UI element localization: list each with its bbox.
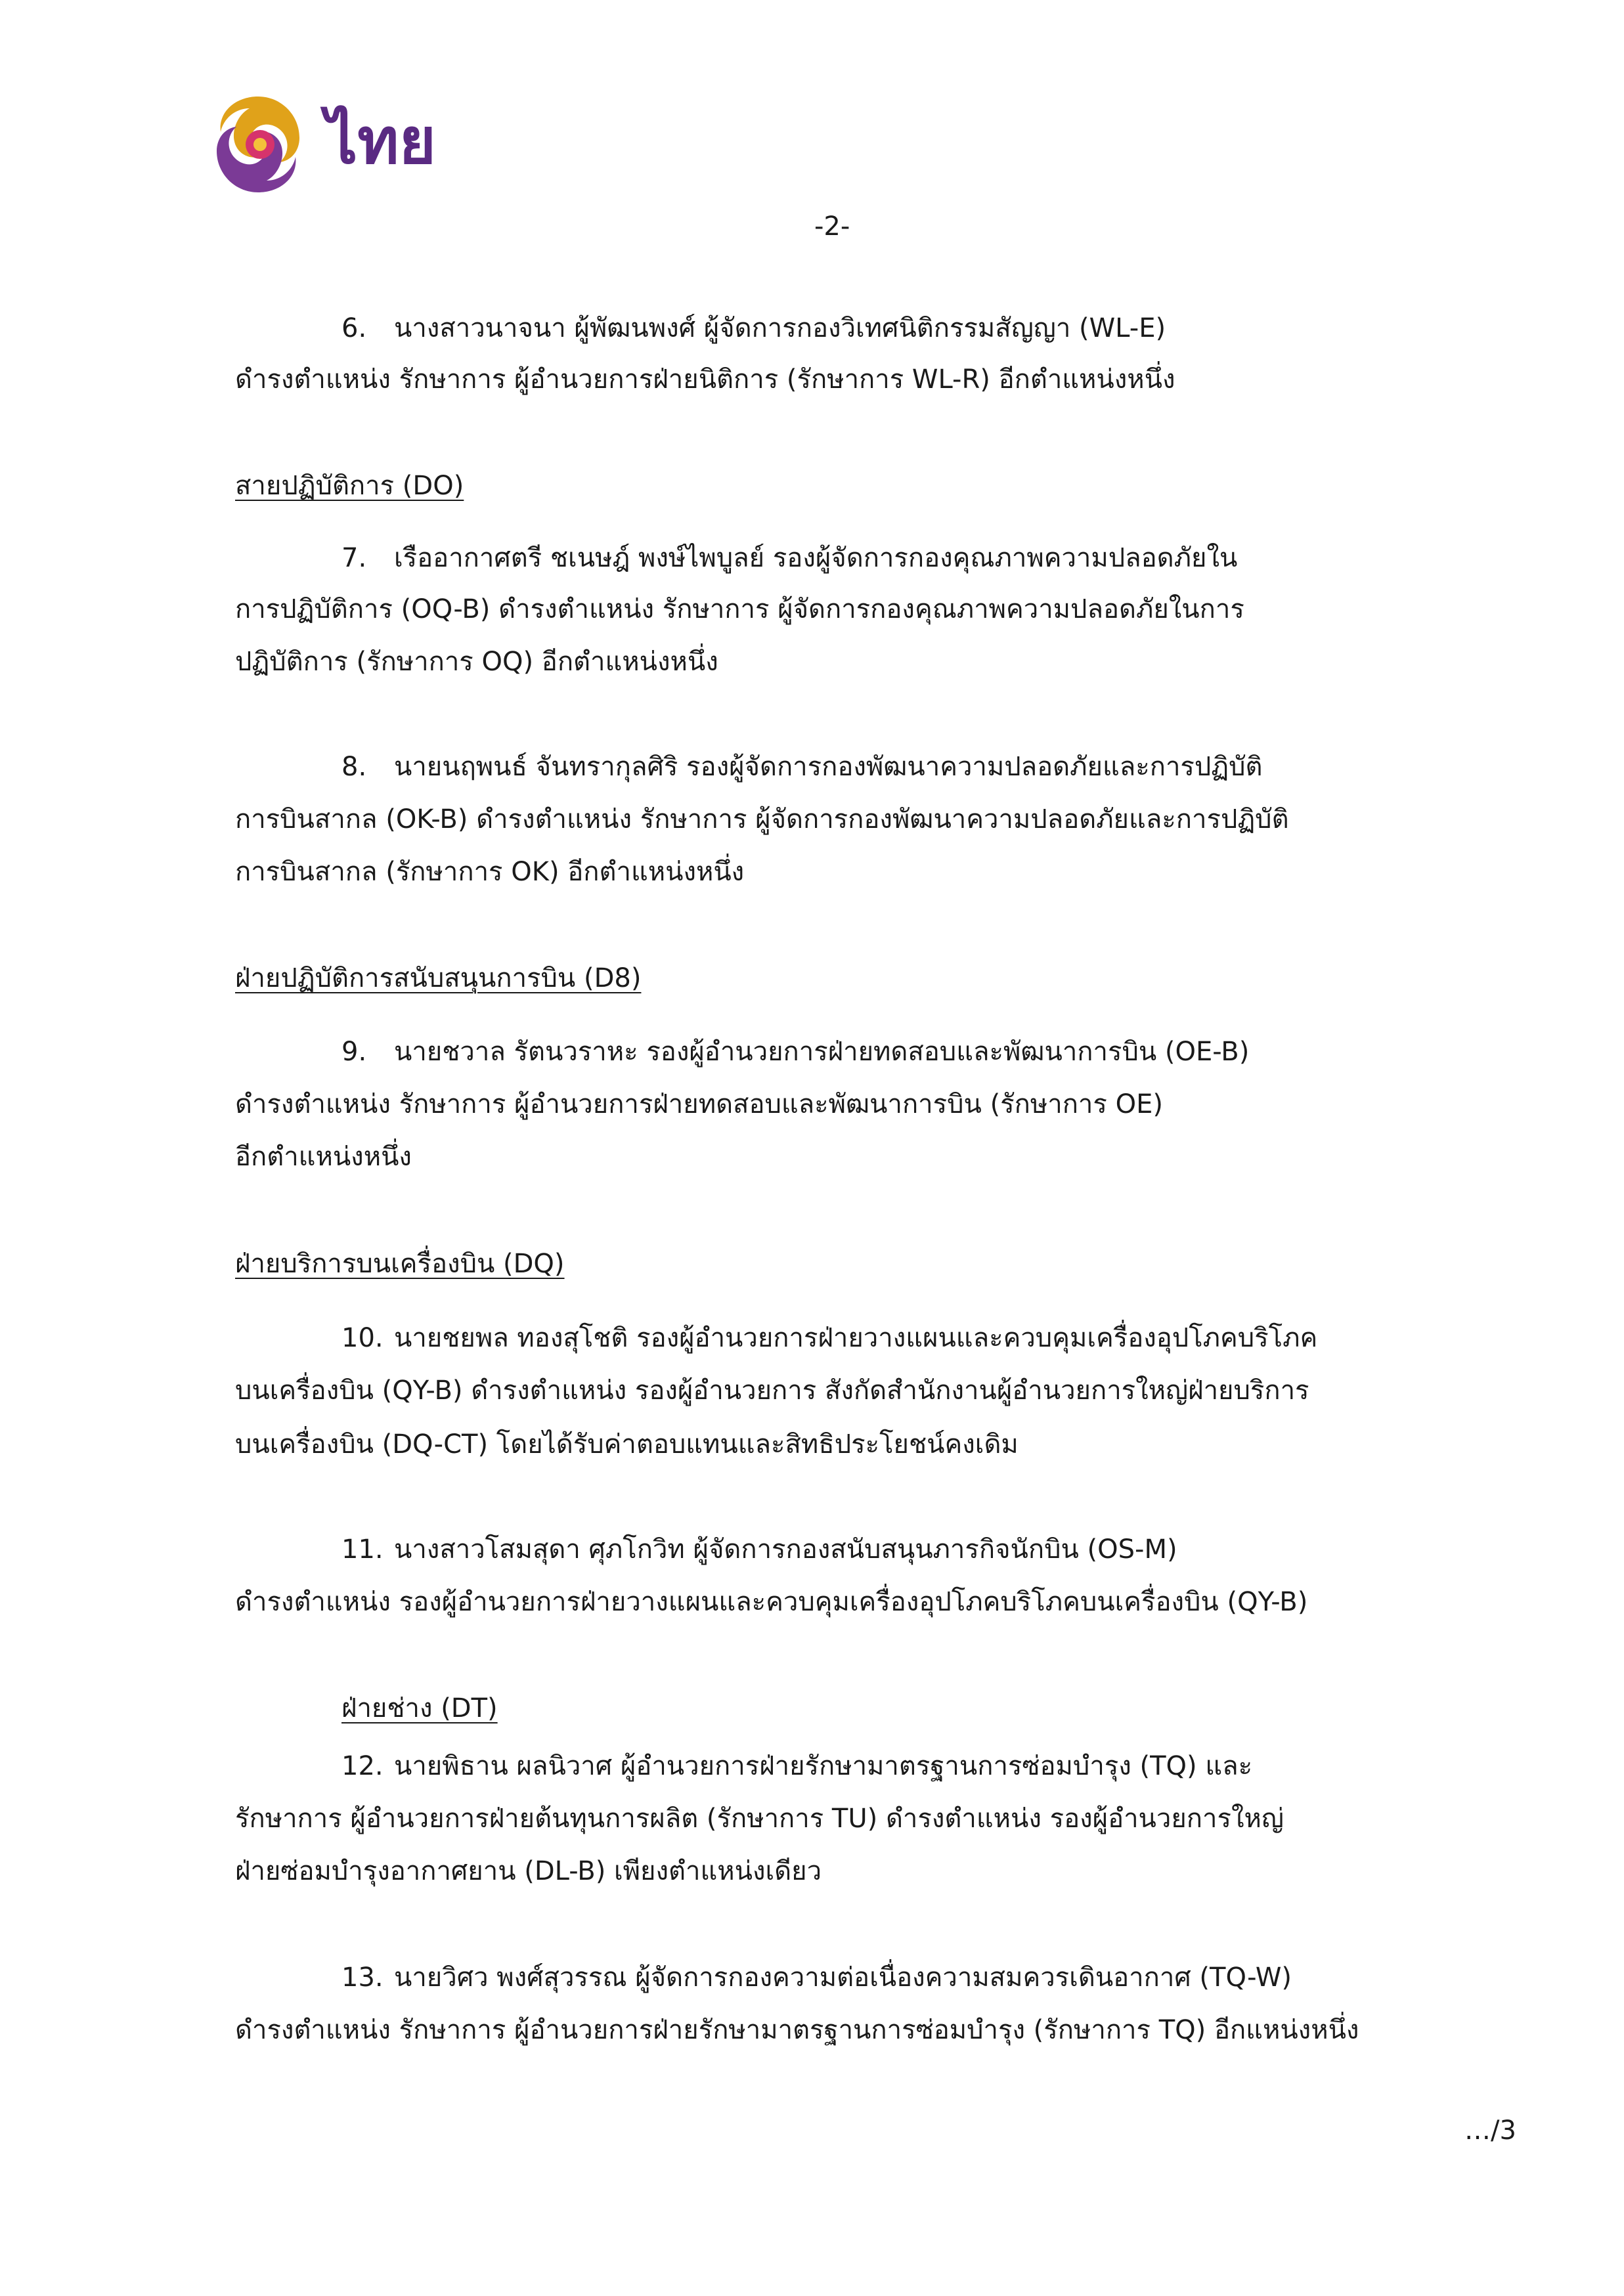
item-12-line-3: ฝ่ายซ่อมบำรุงอากาศยาน (DL-B) เพียงตำแหน่งเดียว xyxy=(235,1856,822,1886)
item-7-line-1 xyxy=(341,538,1237,578)
item-text: นายพิธาน ผลนิวาศ ผู้อำนวยการฝ่ายรักษามาตรฐานการซ่อมบำรุง (TQ) และ xyxy=(394,1751,1253,1781)
logo-text: ไทย xyxy=(326,104,436,178)
item-text: เรืออากาศตรี ชเนษฎ์ พงษ์ไพบูลย์ รองผู้จัดการกองคุณภาพความปลอดภัยใน xyxy=(394,543,1238,573)
continued-page-marker: …/3 xyxy=(1464,2115,1516,2146)
item-7-line-2: การปฏิบัติการ (OQ-B) ดำรงตำแหน่ง รักษาการ ผู้จัดการกองคุณภาพความปลอดภัยในการ xyxy=(235,594,1244,624)
item-number: 12. xyxy=(341,1751,384,1781)
item-8-line-1 xyxy=(341,747,1263,787)
item-number: 7. xyxy=(341,543,367,573)
item-8-line-2: การบินสากล (OK-B) ดำรงตำแหน่ง รักษาการ ผู้จัดการกองพัฒนาความปลอดภัยและการปฏิบัติ xyxy=(235,804,1289,834)
item-text: นายนฤพนธ์ จันทรากุลศิริ รองผู้จัดการกองพัฒนาความปลอดภัยและการปฏิบัติ xyxy=(394,752,1263,782)
item-text: นางสาวนาจนา ผู้พัฒนพงศ์ ผู้จัดการกองวิเทศนิติกรรมสัญญา (WL-E) xyxy=(394,313,1166,343)
item-6-line-2: ดำรงตำแหน่ง รักษาการ ผู้อำนวยการฝ่ายนิติการ (รักษาการ WL-R) อีกตำแหน่งหนึ่ง xyxy=(235,364,1175,395)
section-heading-dt: ฝ่ายช่าง (DT) xyxy=(341,1693,498,1723)
item-12-line-2: รักษาการ ผู้อำนวยการฝ่ายต้นทุนการผลิต (รักษาการ TU) ดำรงตำแหน่ง รองผู้อำนวยการใหญ่ xyxy=(235,1804,1284,1834)
item-13-line-1 xyxy=(341,1958,1292,1997)
item-number: 8. xyxy=(341,752,367,782)
item-number: 6. xyxy=(341,313,367,343)
item-9-line-2: ดำรงตำแหน่ง รักษาการ ผู้อำนวยการฝ่ายทดสอบและพัฒนาการบิน (รักษาการ OE) xyxy=(235,1089,1163,1119)
item-12-line-1 xyxy=(341,1746,1252,1786)
item-text: นายชยพล ทองสุโชติ รองผู้อำนวยการฝ่ายวางแผนและควบคุมเครื่องอุปโภคบริโภค xyxy=(394,1323,1318,1353)
item-7-line-3: ปฏิบัติการ (รักษาการ OQ) อีกตำแหน่งหนึ่ง xyxy=(235,647,718,677)
item-6-line-1 xyxy=(341,309,1166,348)
item-10-line-1 xyxy=(341,1318,1317,1358)
item-9-line-1 xyxy=(341,1032,1249,1072)
item-10-line-2: บนเครื่องบิน (QY-B) ดำรงตำแหน่ง รองผู้อำนวยการ สังกัดสำนักงานผู้อำนวยการใหญ่ฝ่ายบริการ xyxy=(235,1375,1309,1406)
item-10-line-3: บนเครื่องบิน (DQ-CT) โดยได้รับค่าตอบแทนและสิทธิประโยชน์คงเดิม xyxy=(235,1429,1019,1460)
item-13-line-2: ดำรงตำแหน่ง รักษาการ ผู้อำนวยการฝ่ายรักษามาตรฐานการซ่อมบำรุง (รักษาการ TQ) อีกแหน่งหนึ่ง xyxy=(235,2015,1359,2045)
item-text: นางสาวโสมสุดา ศุภโกวิท ผู้จัดการกองสนับสนุนภารกิจนักบิน (OS-M) xyxy=(394,1534,1177,1565)
section-heading-do: สายปฏิบัติการ (DO) xyxy=(235,471,464,501)
orchid-logo-icon xyxy=(209,89,307,200)
item-text: นายชวาล รัตนวราหะ รองผู้อำนวยการฝ่ายทดสอบและพัฒนาการบิน (OE-B) xyxy=(394,1037,1250,1067)
section-heading-dq: ฝ่ายบริการบนเครื่องบิน (DQ) xyxy=(235,1249,565,1279)
item-number: 11. xyxy=(341,1534,384,1565)
item-11-line-1 xyxy=(341,1530,1177,1569)
section-heading-d8: ฝ่ายปฏิบัติการสนับสนุนการบิน (D8) xyxy=(235,963,642,993)
item-8-line-3: การบินสากล (รักษาการ OK) อีกตำแหน่งหนึ่ง xyxy=(235,857,745,887)
item-number: 10. xyxy=(341,1323,384,1353)
item-number: 13. xyxy=(341,1962,384,1993)
item-9-line-3: อีกตำแหน่งหนึ่ง xyxy=(235,1142,412,1172)
item-number: 9. xyxy=(341,1037,367,1067)
item-11-line-2: ดำรงตำแหน่ง รองผู้อำนวยการฝ่ายวางแผนและควบคุมเครื่องอุปโภคบริโภคบนเครื่องบิน (QY-B) xyxy=(235,1587,1308,1617)
item-text: นายวิศว พงศ์สุวรรณ ผู้จัดการกองความต่อเนื่องความสมควรเดินอากาศ (TQ-W) xyxy=(394,1962,1292,1993)
page-number: -2- xyxy=(814,211,850,242)
thai-airways-logo xyxy=(209,89,485,200)
